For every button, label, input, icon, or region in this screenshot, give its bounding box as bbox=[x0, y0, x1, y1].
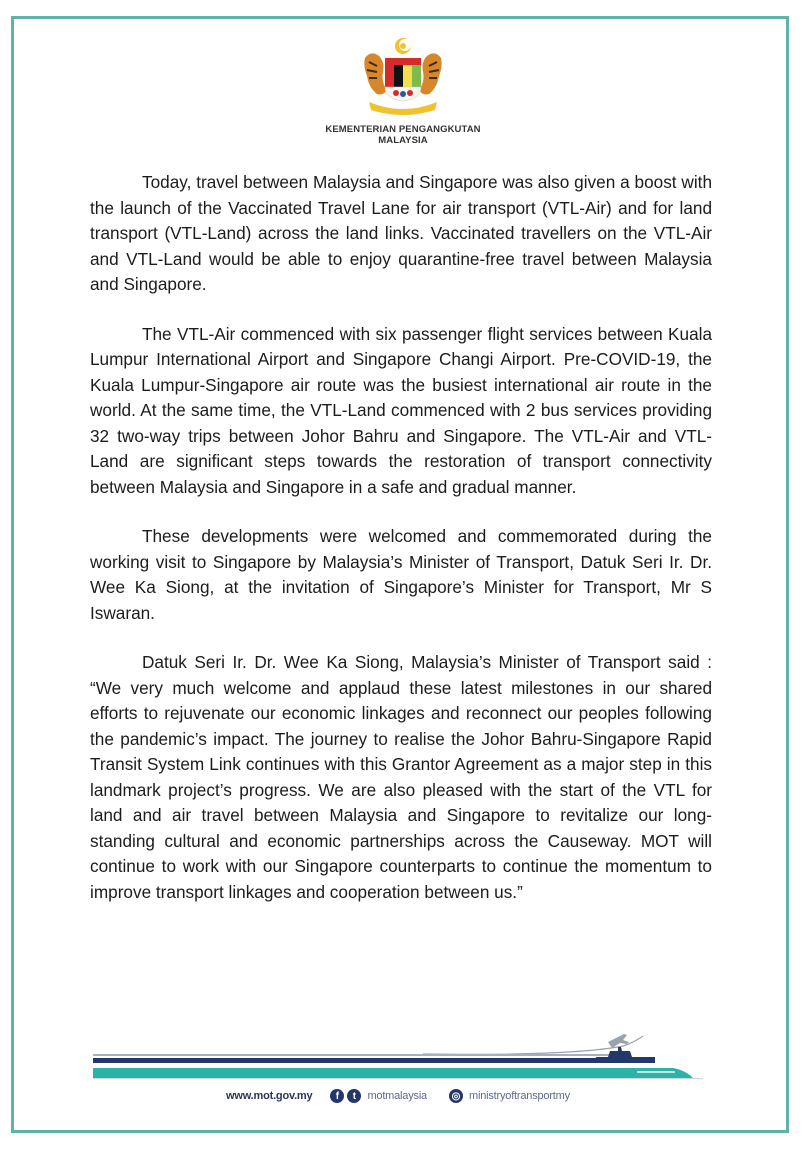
website-link[interactable]: www.mot.gov.my bbox=[226, 1090, 313, 1102]
paragraph-vtl-launch: Today, travel between Malaysia and Singapore was also given a boost with the launch of the Vaccinated Travel Lane for air transport (VTL-Air) and for land transport (VTL-Land) across the land links. Vaccinated travellers on the VTL-Air and VTL-Land would be able to enjoy quarantine-free travel between Malaysia and Singapore. bbox=[90, 172, 712, 294]
paragraph-vtl-services: The VTL-Air commenced with six passenger flight services between Kuala Lumpur International Airport and Singapore Changi Airport. Pre-COVID-19, the Kuala Lumpur-Singapore air route was the busiest international air route in the world. At the same time, the VTL-Land commenced with 2 bus services providing 32 two-way trips between Johor Bahru and Singapore. The VTL-Air and VTL-Land are significant steps towards the restoration of transport connectivity between Malaysia and Singapore in a safe and gradual manner. bbox=[90, 323, 712, 497]
paragraph-minister-quote: Datuk Seri Ir. Dr. Wee Ka Siong, Malaysia’s Minister of Transport said : “We very much welcome and applaud these latest milestones in our shared efforts to rejuvenate our economic linkages and reconnect our peoples following the pandemic’s impact. The journey to realise the Johor Bahru-Singapore Rapid Transit System Link continues with this Grantor Agreement as a major step in this landmark project’s progress. We are also pleased with the start of the VTL for land and air travel between Malaysia and Singapore to revitalize our long-standing cultural and economic partnerships across the Causeway. MOT will continue to work with our Singapore counterparts to continue the momentum to improve transport linkages and cooperation between us.” bbox=[90, 652, 712, 902]
press-release-body bbox=[90, 170, 712, 929]
paragraph-working-visit: These developments were welcomed and commemorated during the working visit to Singapore by Malaysia’s Minister of Transport, Datuk Seri Ir. Dr. Wee Ka Siong, at the invitation of Singapore’s Minister for Transport, Mr S Iswaran. bbox=[90, 526, 712, 623]
ministry-name bbox=[250, 124, 556, 146]
ministry-name-line1: KEMENTERIAN PENGANGKUTAN bbox=[325, 124, 481, 135]
transport-stripes-banner bbox=[93, 1030, 733, 1085]
facebook-icon[interactable]: f bbox=[330, 1089, 344, 1103]
train-icon bbox=[633, 1068, 693, 1078]
airplane-icon bbox=[608, 1034, 629, 1048]
ministry-name-line2: MALAYSIA bbox=[378, 135, 428, 146]
social-handle[interactable]: motmalaysia bbox=[367, 1090, 427, 1102]
malaysia-coat-of-arms-icon bbox=[355, 36, 451, 122]
instagram-icon[interactable]: ◎ bbox=[449, 1089, 463, 1103]
instagram-handle[interactable]: ministryoftransportmy bbox=[468, 1090, 570, 1102]
footer-contact-links bbox=[226, 1086, 592, 1106]
twitter-icon[interactable]: t bbox=[347, 1089, 361, 1103]
